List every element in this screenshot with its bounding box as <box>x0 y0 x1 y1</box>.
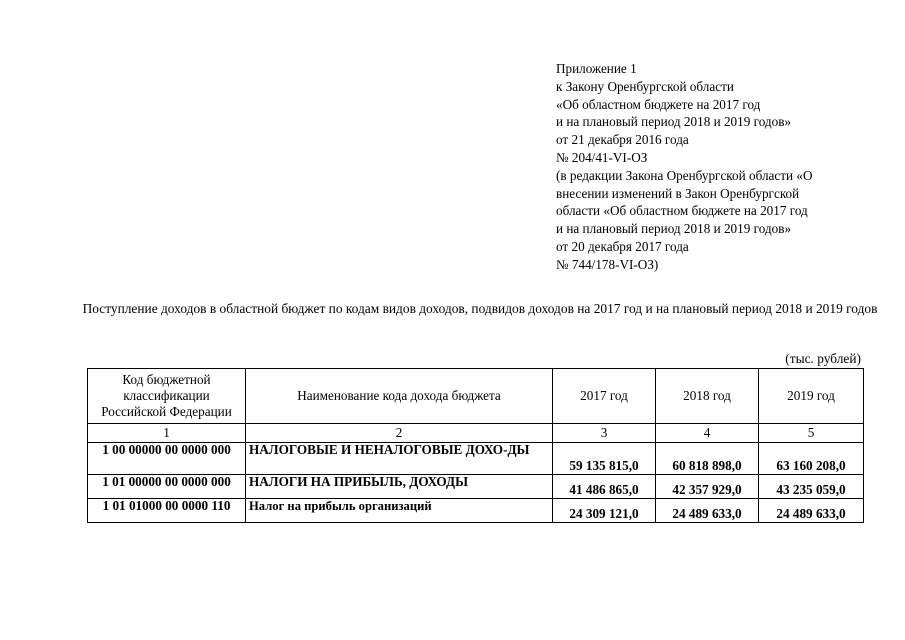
header-name: Наименование кода дохода бюджета <box>246 369 553 424</box>
appendix-line: Приложение 1 <box>556 61 637 76</box>
column-number: 2 <box>246 424 553 443</box>
units-label: (тыс. рублей) <box>785 351 861 366</box>
header-2017: 2017 год <box>553 369 656 424</box>
row-code: 1 00 00000 00 0000 000 <box>88 443 246 475</box>
appendix-line: и на плановый период 2018 и 2019 годов» <box>556 221 792 237</box>
header-code: Код бюджетной классификации Российской Федерации <box>88 369 246 424</box>
appendix-line: к Закону Оренбургской области <box>556 78 734 94</box>
appendix-line: внесении изменений в Закон Оренбургской <box>556 185 800 201</box>
column-number: 4 <box>656 424 759 443</box>
row-name: Налог на прибыль организаций <box>246 499 553 523</box>
appendix-note <box>556 60 876 274</box>
row-code: 1 01 00000 00 0000 000 <box>88 475 246 499</box>
table-row <box>88 475 864 499</box>
document-title: Поступление доходов в областной бюджет по кодам видов доходов, подвидов доходов на 2017 год и на плановый период 2018 и 2019 годов <box>82 301 878 316</box>
appendix-line: и на плановый период 2018 и 2019 годов» <box>556 114 792 130</box>
row-value-2017: 59 135 815,0 <box>553 443 656 475</box>
table-row <box>88 499 864 523</box>
appendix-line: (в редакции Закона Оренбургской области «О <box>556 167 813 183</box>
row-value-2018: 24 489 633,0 <box>656 499 759 523</box>
row-value-2019: 24 489 633,0 <box>759 499 864 523</box>
column-number: 1 <box>88 424 246 443</box>
table-header-row <box>88 369 864 424</box>
header-2018: 2018 год <box>656 369 759 424</box>
row-value-2018: 42 357 929,0 <box>656 475 759 499</box>
row-code: 1 01 01000 00 0000 110 <box>88 499 246 523</box>
column-number-row <box>88 424 864 443</box>
row-name: НАЛОГОВЫЕ И НЕНАЛОГОВЫЕ ДОХО-ДЫ <box>246 443 553 475</box>
row-value-2017: 41 486 865,0 <box>553 475 656 499</box>
appendix-line: от 20 декабря 2017 года <box>556 238 689 254</box>
income-table <box>87 368 864 523</box>
header-2019: 2019 год <box>759 369 864 424</box>
appendix-line: № 744/178-VI-ОЗ) <box>556 256 659 272</box>
row-value-2018: 60 818 898,0 <box>656 443 759 475</box>
table-row <box>88 443 864 475</box>
column-number: 3 <box>553 424 656 443</box>
appendix-line: от 21 декабря 2016 года <box>556 132 689 148</box>
row-name: НАЛОГИ НА ПРИБЫЛЬ, ДОХОДЫ <box>246 475 553 499</box>
appendix-line: «Об областном бюджете на 2017 год <box>556 96 761 112</box>
row-value-2017: 24 309 121,0 <box>553 499 656 523</box>
row-value-2019: 63 160 208,0 <box>759 443 864 475</box>
appendix-line: области «Об областном бюджете на 2017 год <box>556 203 808 219</box>
appendix-line: № 204/41-VI-ОЗ <box>556 149 648 165</box>
column-number: 5 <box>759 424 864 443</box>
row-value-2019: 43 235 059,0 <box>759 475 864 499</box>
